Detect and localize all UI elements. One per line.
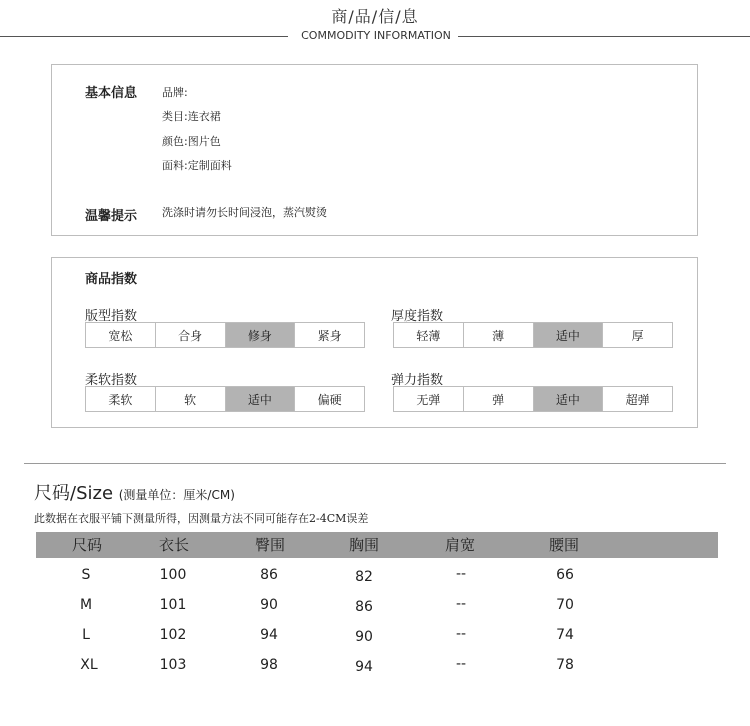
index-option-selected: 适中	[226, 387, 296, 411]
info-key: 颜色:	[162, 135, 188, 148]
size-cell: 101	[159, 597, 187, 613]
size-title: 尺码/Size	[34, 483, 114, 504]
info-row-brand	[162, 84, 188, 100]
size-header-cell: 衣长	[158, 536, 190, 554]
size-cell: 74	[556, 627, 574, 643]
index-option: 宽松	[86, 323, 156, 347]
size-cell: 90	[355, 629, 373, 645]
index-option: 轻薄	[394, 323, 464, 347]
size-unit: (测量单位：厘米/CM)	[118, 488, 235, 502]
size-cell: --	[455, 596, 467, 612]
index-option-selected: 适中	[534, 387, 604, 411]
header-divider-left	[0, 36, 288, 37]
size-cell: 86	[260, 567, 278, 583]
size-header-cell: 尺码	[71, 536, 103, 554]
size-cell: 103	[159, 657, 187, 673]
index-option: 软	[156, 387, 226, 411]
index-option: 超弹	[625, 392, 650, 407]
size-header-cell: 肩宽	[444, 536, 476, 554]
size-note: 此数据在衣服平铺下测量所得，因测量方法不同可能存在2-4CM误差	[34, 512, 369, 525]
index-name-thickness: 厚度指数	[391, 309, 444, 324]
index-scale-thickness	[393, 322, 673, 348]
size-header-cell: 胸围	[348, 536, 380, 554]
index-option: 柔软	[86, 387, 156, 411]
index-option-selected: 适中	[534, 323, 604, 347]
tips-text: 洗涤时请勿长时间浸泡，蒸汽熨烫	[162, 206, 327, 219]
size-cell: 94	[260, 627, 278, 643]
index-option: 厚	[631, 328, 644, 343]
size-cell: XL	[80, 657, 98, 673]
size-cell: 102	[159, 627, 187, 643]
info-value: 图片色	[187, 135, 221, 148]
size-cell: 98	[260, 657, 278, 673]
info-value: 连衣裙	[187, 110, 221, 123]
index-option: 薄	[464, 323, 534, 347]
index-option: 偏硬	[317, 392, 342, 407]
header-divider-right	[458, 36, 750, 37]
index-option: 弹	[464, 387, 534, 411]
size-cell: 86	[355, 599, 373, 615]
size-header-cell: 臀围	[254, 536, 286, 554]
size-header-cell: 腰围	[548, 536, 580, 554]
size-cell: 66	[556, 567, 574, 583]
size-cell: 100	[159, 567, 187, 583]
index-name-elasticity: 弹力指数	[391, 373, 444, 388]
size-cell: 70	[556, 597, 574, 613]
size-cell: S	[81, 567, 91, 583]
index-title: 商品指数	[85, 272, 138, 287]
page-title: 商/品/信/息	[331, 7, 419, 26]
info-key: 品牌:	[162, 86, 188, 99]
info-key: 面料:	[162, 159, 188, 172]
index-option: 无弹	[394, 387, 464, 411]
size-cell: M	[79, 597, 93, 613]
size-cell: --	[455, 566, 467, 582]
info-row-color	[162, 133, 221, 149]
size-cell: 78	[556, 657, 574, 673]
index-option-selected: 修身	[226, 323, 296, 347]
index-scale-elasticity	[393, 386, 673, 412]
size-heading	[34, 479, 235, 505]
size-cell: --	[455, 656, 467, 672]
size-divider	[24, 463, 726, 464]
size-cell: 94	[355, 659, 373, 675]
size-cell: 82	[355, 569, 373, 585]
info-key: 类目:	[162, 110, 188, 123]
info-row-fabric	[162, 157, 232, 173]
size-cell: L	[82, 627, 90, 643]
size-table-header	[36, 532, 718, 558]
page-subtitle: COMMODITY INFORMATION	[301, 29, 451, 42]
index-scale-softness	[85, 386, 365, 412]
size-cell: 90	[260, 597, 278, 613]
size-cell: --	[455, 626, 467, 642]
index-option: 合身	[156, 323, 226, 347]
index-option: 紧身	[317, 328, 342, 343]
index-scale-fit	[85, 322, 365, 348]
basic-info-label: 基本信息	[85, 86, 138, 101]
info-value: 定制面料	[187, 159, 232, 172]
info-row-category	[162, 108, 221, 124]
index-name-fit: 版型指数	[85, 309, 138, 324]
basic-info-box	[51, 64, 698, 236]
index-name-softness: 柔软指数	[85, 373, 138, 388]
tips-label: 温馨提示	[85, 209, 138, 224]
